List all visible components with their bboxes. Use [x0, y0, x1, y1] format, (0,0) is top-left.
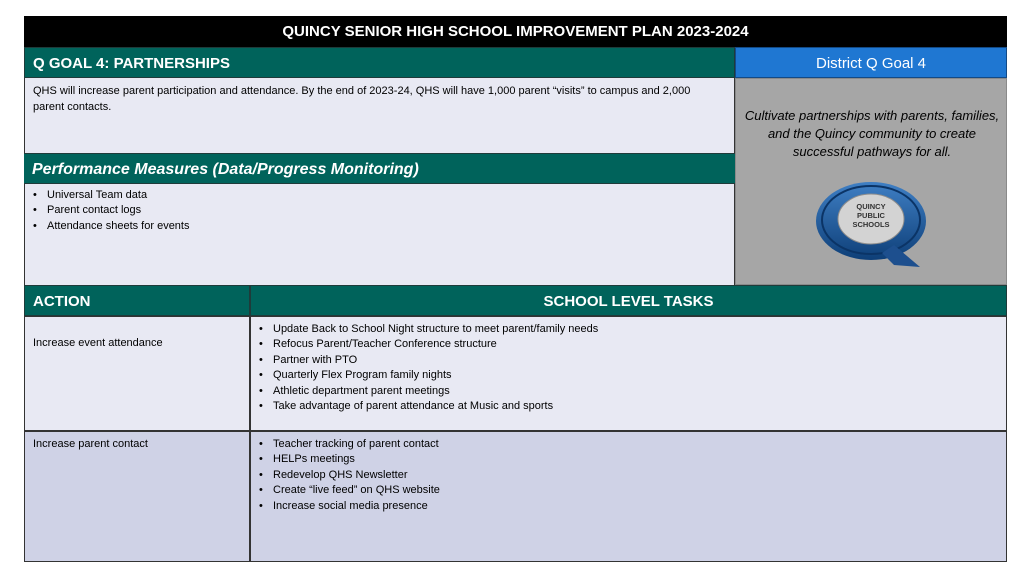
logo-text-line: PUBLIC: [857, 211, 885, 220]
task-item: • Redevelop QHS Newsletter: [259, 468, 1006, 483]
tasks-column-header: SCHOOL LEVEL TASKS: [250, 285, 1007, 316]
task-item: • Take advantage of parent attendance at Music and sports: [259, 399, 1006, 414]
district-goal-quote: Cultivate partnerships with parents, families, and the Quincy community to create successful pathways for all.: [744, 108, 1000, 159]
quincy-public-schools-logo: [812, 179, 934, 271]
task-item: • Create “live feed” on QHS website: [259, 483, 1006, 498]
task-item: • Teacher tracking of parent contact: [259, 437, 1006, 452]
tasks-cell: [250, 431, 1007, 562]
plan-title: QUINCY SENIOR HIGH SCHOOL IMPROVEMENT PLAN 2023-2024: [24, 16, 1007, 47]
district-goal-label: District Q Goal 4: [735, 47, 1007, 78]
task-item: • Athletic department parent meetings: [259, 384, 1006, 399]
action-cell: Increase parent contact: [24, 431, 250, 562]
logo-graphic: [812, 179, 934, 271]
action-column-header: ACTION: [24, 285, 250, 316]
performance-measures-list: [24, 184, 735, 285]
task-item: • Update Back to School Night structure to meet parent/family needs: [259, 322, 1006, 337]
goal-description: QHS will increase parent participation and attendance. By the end of 2023-24, QHS will have 1,000 parent “visits” to campus and 2,000 parent contacts.: [24, 78, 735, 153]
logo-text-line: SCHOOLS: [852, 220, 890, 229]
action-cell: Increase event attendance: [24, 316, 250, 431]
performance-measure-item: • Attendance sheets for events: [25, 219, 734, 234]
task-item: • Refocus Parent/Teacher Conference structure: [259, 337, 1006, 352]
task-item: • HELPs meetings: [259, 452, 1006, 467]
district-goal-panel: [735, 78, 1007, 285]
tasks-cell: [250, 316, 1007, 431]
task-item: • Partner with PTO: [259, 353, 1006, 368]
task-item: • Increase social media presence: [259, 499, 1006, 514]
performance-measure-item: • Parent contact logs: [25, 203, 734, 218]
goal-header: Q GOAL 4: PARTNERSHIPS: [24, 47, 735, 78]
performance-measures-header: Performance Measures (Data/Progress Monitoring): [24, 153, 735, 184]
logo-text-line: QUINCY: [856, 202, 886, 211]
performance-measure-item: • Universal Team data: [25, 188, 734, 203]
task-item: • Quarterly Flex Program family nights: [259, 368, 1006, 383]
